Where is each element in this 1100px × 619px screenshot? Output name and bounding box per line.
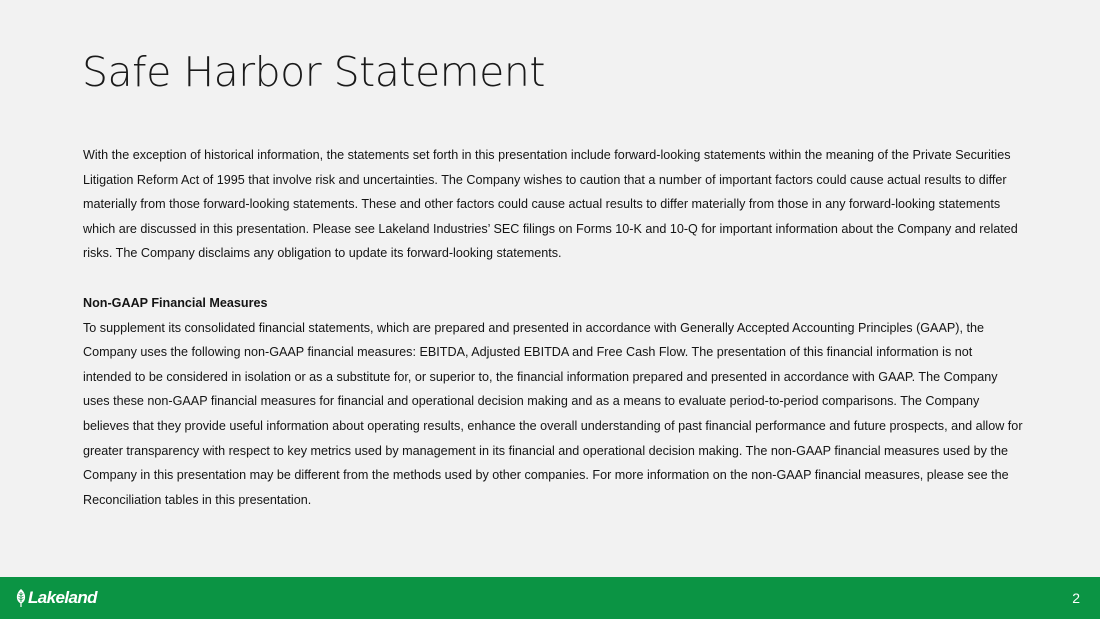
non-gaap-paragraph: To supplement its consolidated financial statements, which are prepared and presented in accordance with Generally Accepted Accounting Principles (GAAP), the Company uses the following non-GAAP financial measures: EBITDA, Adjusted EBITDA and Free Cash Flow. The presentation of this financial information is not intended to be considered in isolation or as a substitute for, or superior to, the financial information prepared and presented in accordance with GAAP. The Company uses these non-GAAP financial measures for financial and operational decision making and as a means to evaluate period-to-period comparisons. The Company believes that they provide useful information about operating results, enhance the overall understanding of past financial performance and future prospects, and allow for greater transparency with respect to key metrics used by management in its financial and operational decision making. The non-GAAP financial measures used by the Company in this presentation may be different from the methods used by other companies. For more information on the non-GAAP financial measures, please see the Reconciliation tables in this presentation.	[83, 320, 1023, 507]
safe-harbor-paragraph: With the exception of historical information, the statements set forth in this presentation include forward-looking statements within the meaning of the Private Securities Litigation Reform Act of 1995 that involve risk and uncertainties. The Company wishes to caution that a number of important factors could cause actual results to differ materially from those forward-looking statements. These and other factors could cause actual results to differ materially from those in any forward-looking statements which are discussed in this presentation. Please see Lakeland Industries’ SEC filings on Forms 10-K and 10-Q for important information about the Company and related risks. The Company disclaims any obligation to update its forward-looking statements.	[83, 148, 1018, 261]
company-logo	[16, 587, 97, 609]
non-gaap-heading: Non-GAAP Financial Measures	[83, 295, 268, 310]
slide-title: Safe Harbor Statement	[82, 48, 545, 96]
logo-wordmark: Lakeland	[28, 588, 97, 607]
slide-body	[83, 143, 1023, 512]
footer-bar	[0, 577, 1100, 619]
page-number: 2	[1072, 590, 1080, 606]
paragraph-spacer	[83, 266, 1023, 291]
leaf-icon	[16, 589, 26, 607]
